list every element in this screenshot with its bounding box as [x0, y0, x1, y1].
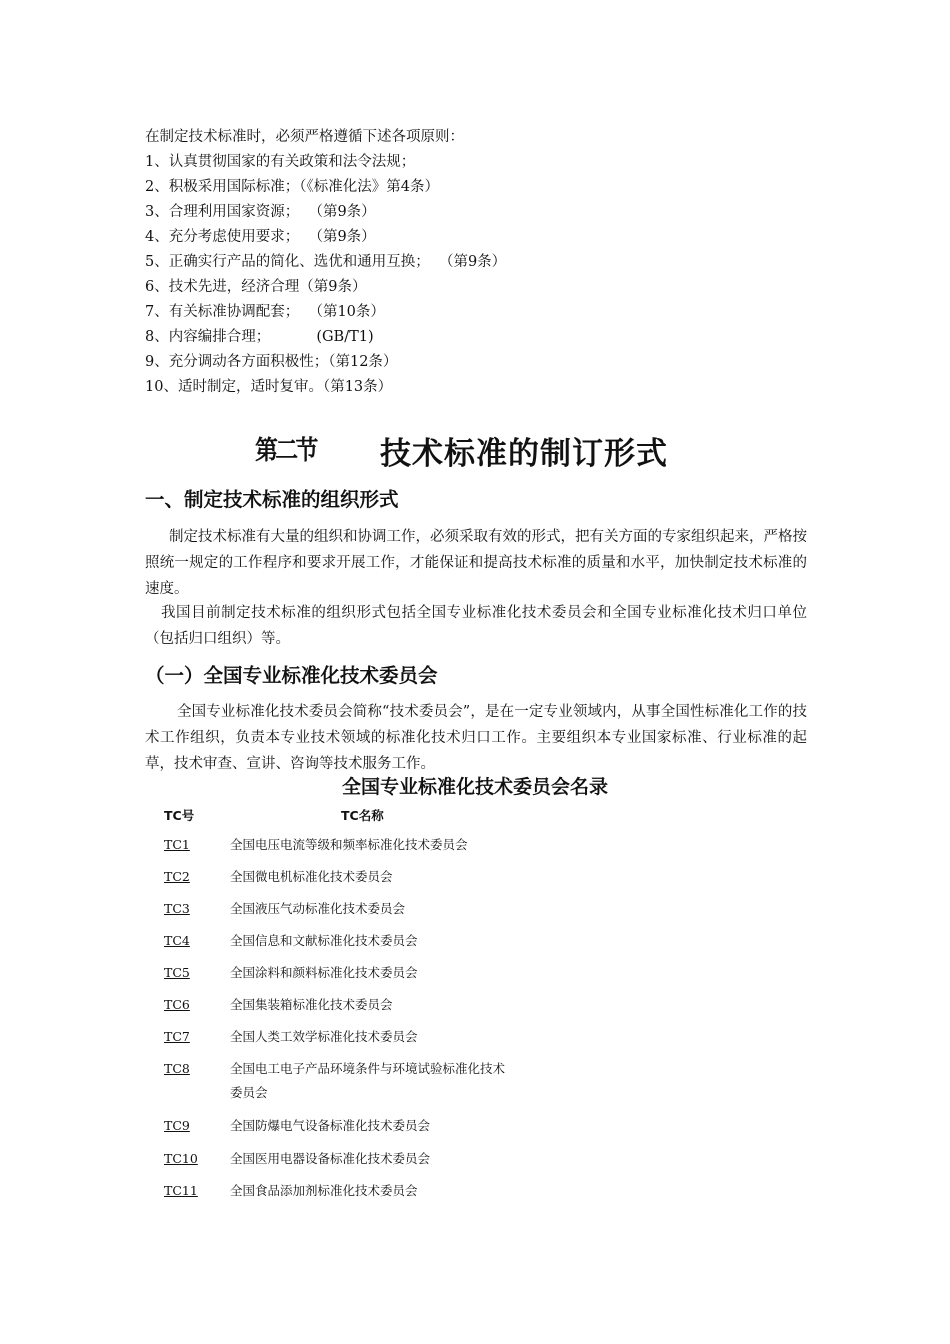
tc-name-column-header: TC名称 — [341, 808, 384, 823]
principle-item: 1、认真贯彻国家的有关政策和法令法规； — [145, 154, 416, 170]
section-title — [0, 428, 950, 476]
tc-name: 全国电工电子产品环境条件与环境试验标准化技术委员会 — [230, 1061, 506, 1100]
tc-name: 全国信息和文献标准化技术委员会 — [230, 933, 418, 948]
tc-code-link[interactable]: TC5 — [164, 965, 190, 980]
tc-name: 全国涂料和颜料标准化技术委员会 — [230, 965, 418, 980]
tc-code-link[interactable]: TC4 — [164, 933, 190, 948]
section-number: 第二节 — [255, 436, 316, 466]
principle-item: 2、积极采用国际标准；（《标准化法》第4条） — [145, 179, 439, 195]
tc-code-link[interactable]: TC7 — [164, 1029, 190, 1044]
tc-name: 全国医用电器设备标准化技术委员会 — [230, 1151, 431, 1166]
tc-name: 全国微电机标准化技术委员会 — [230, 869, 393, 884]
principles-list — [145, 125, 825, 400]
tc-name: 全国集装箱标准化技术委员会 — [230, 997, 393, 1012]
tc-list-title: 全国专业标准化技术委员会名录 — [341, 776, 608, 798]
tc-code-link[interactable]: TC9 — [164, 1118, 190, 1133]
tc-code-link[interactable]: TC8 — [164, 1061, 190, 1076]
paragraph-organization-intro: 制定技术标准有大量的组织和协调工作，必须采取有效的形式，把有关方面的专家组织起来，严格按照统一规定的工作程序和要求开展工作，才能保证和提高技术标准的质量和水平，加快制定技术标准的速度。 — [145, 529, 807, 597]
principle-item: 7、有关标准协调配套； （第10条） — [145, 304, 385, 320]
heading-organization-forms: 一、制定技术标准的组织形式 — [145, 488, 399, 511]
tc-name: 全国电压电流等级和频率标准化技术委员会 — [230, 837, 468, 852]
tc-name: 全国液压气动标准化技术委员会 — [230, 901, 406, 916]
section-name: 技术标准的制订形式 — [380, 436, 668, 472]
tc-name: 全国防爆电气设备标准化技术委员会 — [230, 1118, 431, 1133]
principle-item: 8、内容编排合理； (GB/T1) — [145, 329, 374, 345]
tc-code-link[interactable]: TC3 — [164, 901, 190, 916]
tc-name: 全国人类工效学标准化技术委员会 — [230, 1029, 418, 1044]
principle-item: 3、合理利用国家资源； （第9条） — [145, 204, 376, 220]
principle-item: 4、充分考虑使用要求； （第9条） — [145, 229, 376, 245]
paragraph-tech-committee: 全国专业标准化技术委员会简称“技术委员会”，是在一定专业领域内，从事全国性标准化工作的技术工作组织，负责本专业技术领域的标准化技术归口工作。主要组织本专业国家标准、行业标准的起草，技术审查、宣讲、咨询等技术服务工作。 — [145, 704, 807, 772]
principle-item: 9、充分调动各方面积极性；（第12条） — [145, 354, 398, 370]
tc-code-link[interactable]: TC1 — [164, 837, 190, 852]
principle-item: 5、正确实行产品的简化、选优和通用互换； （第9条） — [145, 254, 507, 270]
tc-code-link[interactable]: TC2 — [164, 869, 190, 884]
principles-intro: 在制定技术标准时，必须严格遵循下述各项原则： — [145, 129, 464, 145]
tc-code-link[interactable]: TC11 — [164, 1183, 198, 1198]
tc-code-link[interactable]: TC6 — [164, 997, 190, 1012]
principle-item: 6、技术先进，经济合理（第9条） — [145, 279, 367, 295]
paragraph-organization-types: 我国目前制定技术标准的组织形式包括全国专业标准化技术委员会和全国专业标准化技术归口单位（包括归口组织）等。 — [145, 605, 807, 647]
tc-name: 全国食品添加剂标准化技术委员会 — [230, 1183, 418, 1198]
tc-code-column-header: TC号 — [164, 808, 195, 823]
tc-code-link[interactable]: TC10 — [164, 1151, 198, 1166]
principle-item: 10、适时制定，适时复审。（第13条） — [145, 379, 393, 395]
heading-tech-committee: （一）全国专业标准化技术委员会 — [145, 664, 438, 687]
